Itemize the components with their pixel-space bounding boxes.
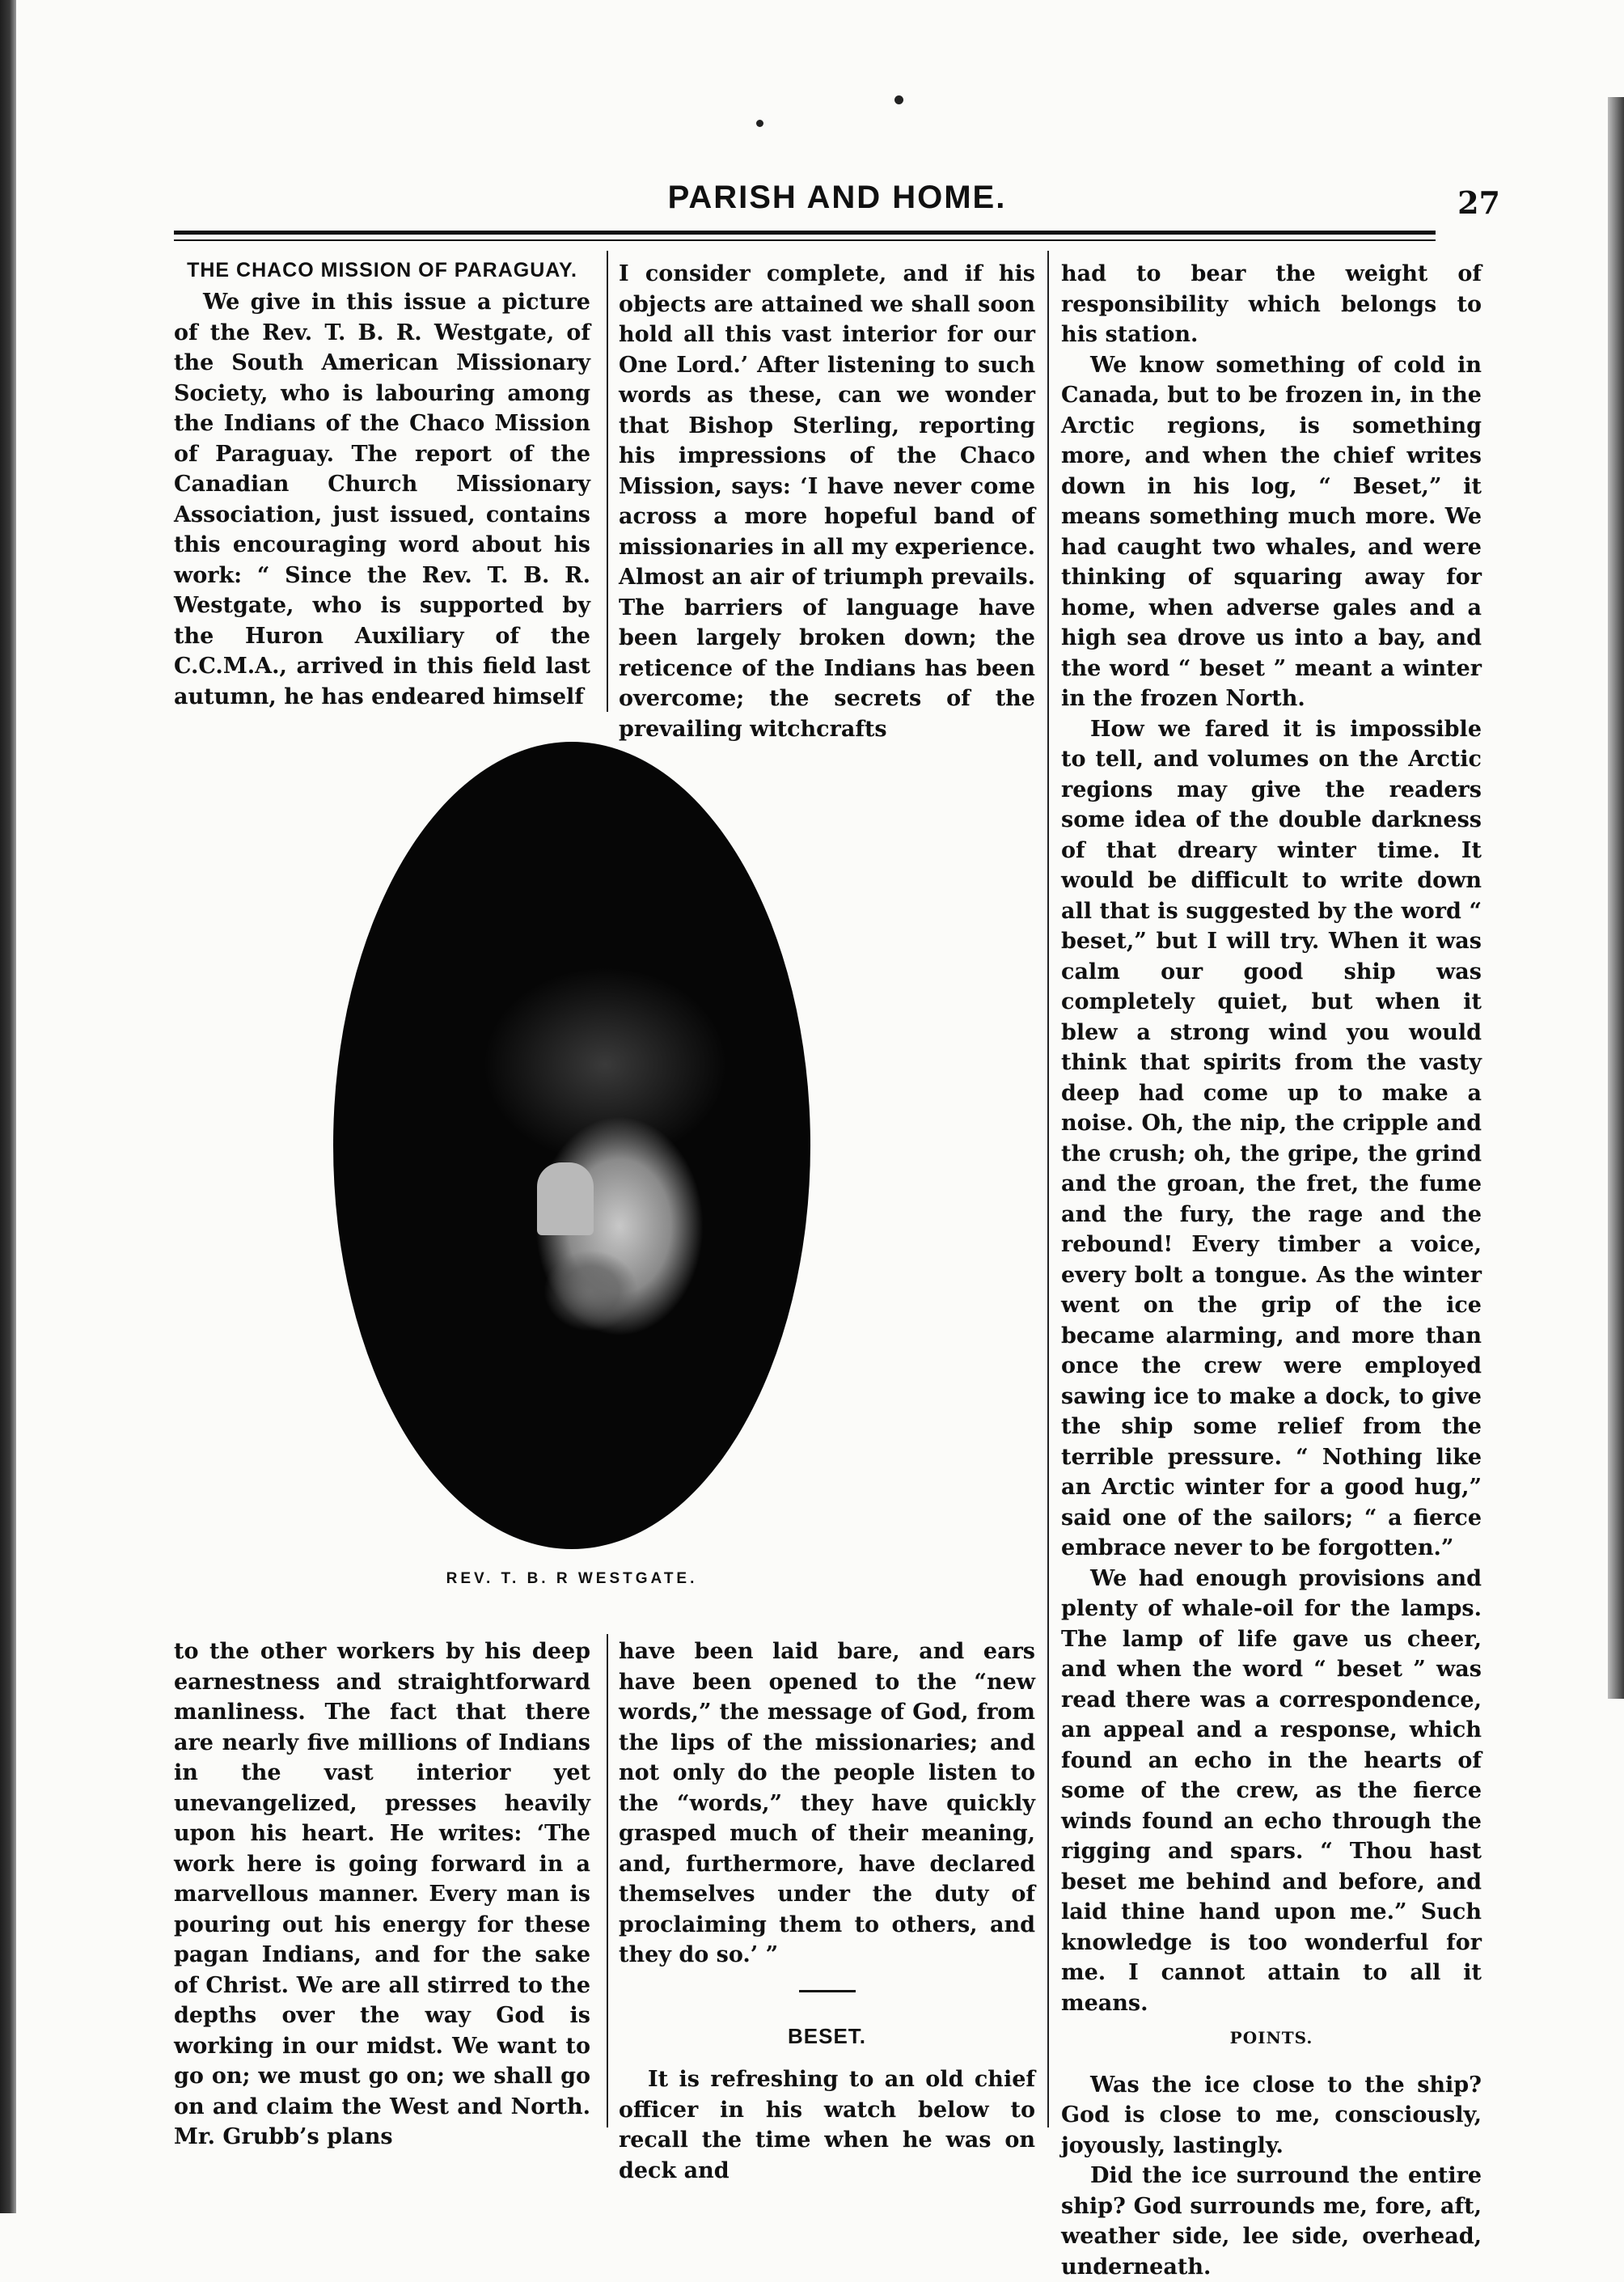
column-2-bottom bbox=[619, 1636, 1035, 2186]
column-divider bbox=[607, 251, 608, 712]
portrait-photo bbox=[333, 742, 810, 1549]
column-1-top bbox=[174, 259, 590, 712]
page-number: 27 bbox=[1457, 184, 1500, 221]
column-3 bbox=[1061, 259, 1482, 2282]
header-rule bbox=[174, 231, 1436, 235]
print-speck bbox=[756, 120, 763, 127]
page-title: PARISH AND HOME. bbox=[667, 180, 1007, 215]
column-divider bbox=[607, 1634, 608, 2127]
section-heading-beset: BESET. bbox=[787, 2023, 867, 2048]
article-paragraph: It is refreshing to an old chief officer in his watch below to recall the time when he was on deck and bbox=[619, 2067, 1035, 2183]
article-paragraph: had to bear the weight of responsibility which belongs to his station. bbox=[1061, 261, 1482, 347]
portrait-caption: REV. T. B. R WESTGATE. bbox=[446, 1570, 698, 1587]
header-rule-thin bbox=[174, 239, 1436, 241]
article-paragraph: How we fared it is impossible to tell, and volumes on the Arctic regions may give the readers some idea of the double darkness of that dreary winter time. It would be difficult to write down all that is suggested by the word “ beset,” but I will try. When it was calm our good ship was completely quiet, but when it blew a strong wind you would think that spirits from the vasty deep had come up to make a noise. Oh, the nip, the cripple and the crush; oh, the gripe, the grind and the groan, the fret, the fume and the fury, the rage and the rebound! Every timber a voice, every bolt a tongue. As the winter went on the grip of the ice became alarming, and more than once the crew were employed sawing ice to make a dock, to give the ship some relief from the terrible pressure. “ Nothing like an Arctic winter for a good hug,” said one of the sailors; “ a fierce embrace never to be forgotten.” bbox=[1061, 716, 1482, 1560]
clerical-collar bbox=[537, 1162, 594, 1235]
page-edge-shadow-left bbox=[0, 0, 16, 2213]
article-heading: THE CHACO MISSION OF PARAGUAY. bbox=[187, 259, 577, 282]
print-speck bbox=[894, 95, 903, 104]
article-paragraph: have been laid bare, and ears have been opened to the “new words,” the message of God, from the lips of the missionaries; and not only do the people listen to the “words,” they have quickly grasped much of their meaning, and, furthermore, have declared themselves under the duty of proclaiming them to others, and they do so.’ ” bbox=[619, 1639, 1035, 1967]
article-paragraph: I consider complete, and if his objects are attained we shall soon hold all this vast interior for our One Lord.’ After listening to such words as these, can we wonder that Bishop Sterling, reporting his impressions of the Chaco Mission, says: ‘I have never come across a more hopeful band of missionaries in all my experience. Almost an air of triumph prevails. The barriers of language have been largely broken down; the reticence of the Indians has been overcome; the secrets of the prevailing witchcrafts bbox=[619, 261, 1035, 742]
article-paragraph: We give in this issue a picture of the Rev. T. B. R. Westgate, of the South American Missionary Society, who is labouring among the Indians of the Chaco Mission of Paraguay. The report of the Canadian Church Missionary Association, just issued, contains this encouraging word about his work: “ Since the Rev. T. B. R. Westgate, who is supported by the Huron Auxiliary of the C.C.M.A., arrived in this field last autumn, he has endeared himself bbox=[174, 290, 590, 709]
running-head bbox=[174, 180, 1500, 236]
article-paragraph: Did the ice surround the entire ship? God surrounds me, fore, aft, weather side, lee side, overhead, underneath. bbox=[1061, 2163, 1482, 2280]
article-paragraph: We know something of cold in Canada, but to be frozen in, in the Arctic regions, is something more, and when the chief writes down in his log, “ Beset,” it means something much more. We had caught two whales, and were thinking of squaring away for home, when adverse gales and a high sea drove us into a bay, and the word “ beset ” meant a winter in the frozen North. bbox=[1061, 352, 1482, 711]
column-1-bottom bbox=[174, 1636, 590, 2153]
article-paragraph: to the other workers by his deep earnestness and straightforward manliness. The fact that there are nearly five millions of Indians in the vast interior yet unevangelized, presses heavily upon his heart. He writes: ‘The work here is going forward in a marvellous manner. Every man is pouring out his energy for these pagan Indians, and for the sake of Christ. We are all stirred to the depths over the way God is working in our midst. We want to go on; we must go on; we shall go on and claim the West and North. Mr. Grubb’s plans bbox=[174, 1639, 590, 2149]
article-paragraph: Was the ice close to the ship? God is close to me, consciously, joyously, lastingly. bbox=[1061, 2072, 1482, 2158]
column-2-top bbox=[619, 259, 1035, 744]
page-edge-shadow-right bbox=[1608, 97, 1624, 1699]
section-separator bbox=[799, 1990, 856, 1992]
column-divider bbox=[1047, 251, 1049, 2127]
article-paragraph: We had enough provisions and plenty of whale-oil for the lamps. The lamp of life gave us cheer, and when the word “ beset ” was read there was a correspondence, an appeal and a response, which found an echo in the hearts of some of the crew, as the fierce winds found an echo through the rigging and spars. “ Thou hast beset me behind and before, and laid thine hand upon me.” Such knowledge is too wonderful for me. I cannot attain to all it means. bbox=[1061, 1565, 1482, 2016]
points-heading: POINTS. bbox=[1229, 2028, 1313, 2047]
